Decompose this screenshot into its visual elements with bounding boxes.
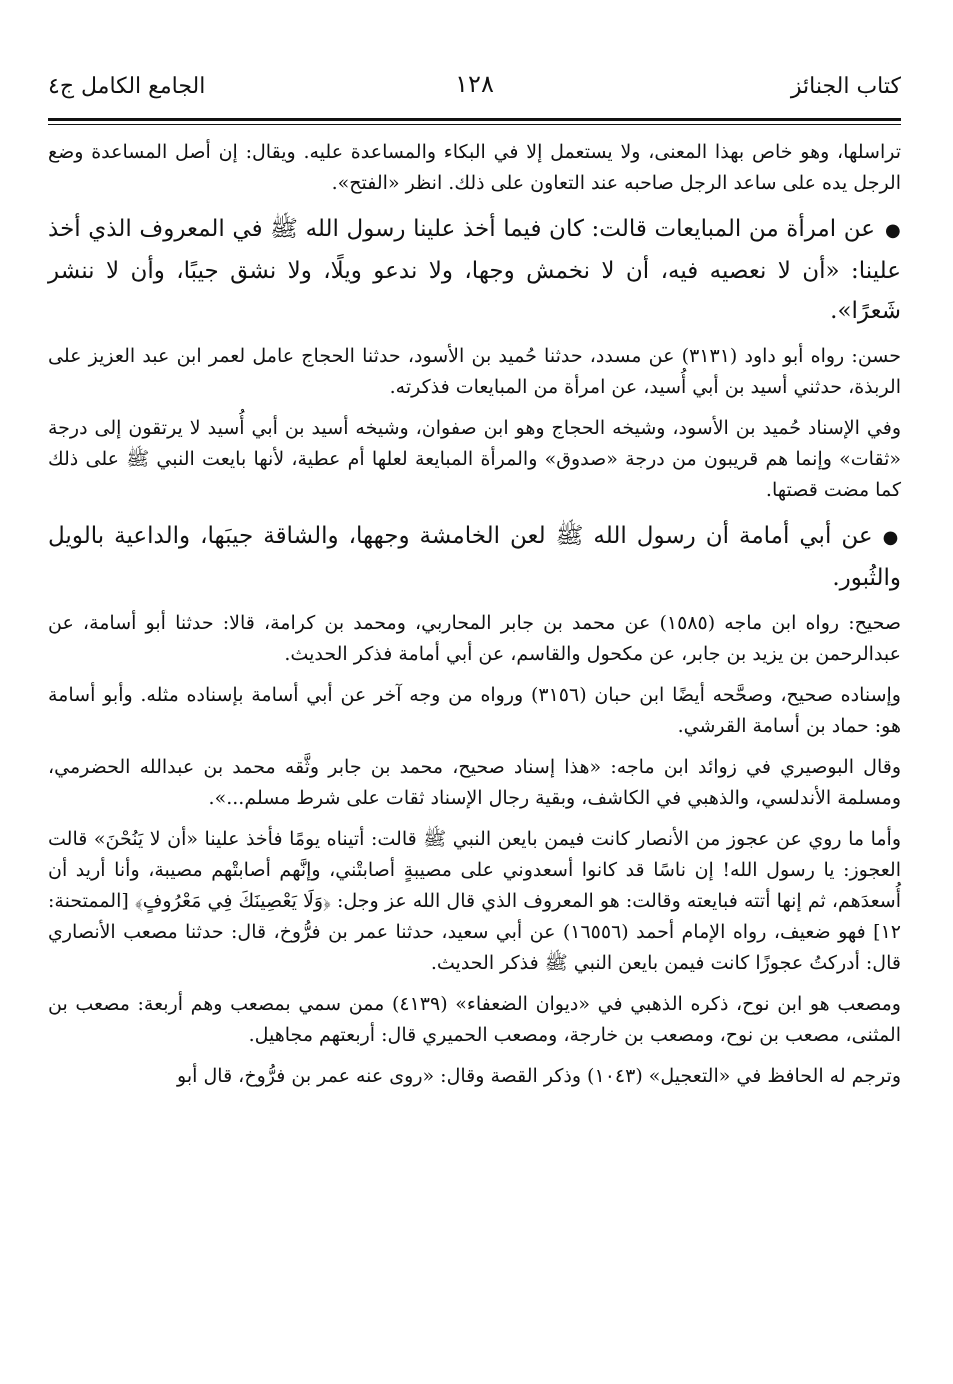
commentary-paragraph: وفي الإسناد حُميد بن الأسود، وشيخه الحجاج وهو ابن صفوان، وشيخه أسيد بن أبي أُسيد لا يرتقون إلى درجة «ثقات» وإنما هم قريبون من درجة «صدوق» والمرأة المبايعة لعلها أم عطية، لأنها بايعت النبي ﷺ على ذلك كما مضت قصتها. (48, 417, 901, 501)
header-rule-thin (48, 124, 901, 125)
bullet-icon: ● (884, 220, 901, 241)
commentary-paragraph: حسن: رواه أبو داود (٣١٣١) عن مسدد، حدثنا حُميد بن الأسود، حدثنا الحجاج عامل لعمر ابن عبد العزيز على الربذة، حدثني أسيد بن أبي أُسيد، عن امرأة من المبايعات فذكرته. (48, 345, 901, 398)
commentary-paragraph: ومصعب هو ابن نوح، ذكره الذهبي في «ديوان الضعفاء» (٤١٣٩) ممن سمي بمصعب وهم أربعة: مصعب بن المثنى، مصعب بن نوح، ومصعب بن خارجة، ومصعب الحميري قال: أربعتهم مجاهيل. (48, 993, 901, 1046)
book-title: الجامع الكامل ج٤ (48, 74, 206, 99)
commentary-paragraph: وأما ما روي عن عجوز من الأنصار كانت فيمن بايعن النبي ﷺ قالت: أتيناه يومًا فأخذ علينا «أن لا يَنُحْنَ» قالت العجوز: يا رسول الله! إن ناسًا قد كانوا أسعدوني على مصيبةٍ أصابتْني، وإنَّهم أصابتْهم مصيبة، وأنا أريد أن أُسعدَهم، ثم إنها أتته فبايعته وقالت: هو المعروف الذي قال الله عز وجل: ﴿وَلَا يَعْصِينَكَ فِي مَعْرُوفٍ﴾ [الممتحنة: ١٢] فهو ضعيف، رواه الإمام أحمد (١٦٥٥٦) عن أبي سعيد، حدثنا عمر بن فرُّوخ، قال: حدثنا مصعب الأنصاري قال: أدركتُ عجوزًا كانت فيمن بايعن النبي ﷺ فذكر الحديث. (48, 828, 902, 974)
page-number: ١٢٨ (455, 70, 494, 98)
header-rule-thick (48, 118, 901, 121)
commentary-paragraph: تراسلها، وهو خاص بهذا المعنى، ولا يستعمل إلا في البكاء والمساعدة عليه. ويقال: إن أصل المساعدة وضع الرجل يده على ساعد الرجل صاحبه عند التعاون على ذلك. انظر «الفتح». (48, 141, 901, 194)
page-body (48, 137, 901, 1092)
hadith-paragraph (48, 516, 901, 598)
hadith-paragraph (48, 209, 901, 331)
commentary-paragraph: صحيح: رواه ابن ماجه (١٥٨٥) عن محمد بن جابر المحاربي، ومحمد بن كرامة، قالا: حدثنا أبو أسامة، عن عبدالرحمن بن يزيد بن جابر، عن مكحول والقاسم، عن أبي أمامة فذكر الحديث. (48, 612, 901, 665)
commentary-paragraph: وقال البوصيري في زوائد ابن ماجه: «هذا إسناد صحيح، محمد بن جابر وثَّقه محمد بن عبدالله الحضرمي، ومسلمة الأندلسي، والذهبي في الكاشف، وبقية رجال الإسناد ثقات على شرط مسلم...». (48, 756, 901, 809)
commentary-paragraph: وإسناده صحيح، وصحَّحه أيضًا ابن حبان (٣١٥٦) ورواه من وجه آخر عن أبي أسامة بإسناده مثله. وأبو أسامة هو: حماد بن أسامة القرشي. (48, 684, 901, 737)
chapter-title: كتاب الجنائز (790, 74, 901, 99)
hadith-text: عن أبي أمامة أن رسول الله ﷺ لعن الخامشة وجهها، والشاقة جيبَها، والداعية بالويل والثُبور. (48, 523, 901, 591)
running-header (48, 70, 901, 110)
commentary-paragraph: وترجم له الحافظ في «التعجيل» (١٠٤٣) وذكر القصة وقال: «روى عنه عمر بن فرُّوخ، قال أبو (177, 1065, 901, 1087)
hadith-text: عن امرأة من المبايعات قالت: كان فيما أخذ علينا رسول الله ﷺ في المعروف الذي أخذ علينا: «أن لا نعصيه فيه، أن لا نخمش وجها، ولا ندعو ويلًا، ولا نشق جيبًا، وأن لا ننشر شَعرًا». (48, 216, 901, 324)
bullet-icon: ● (882, 527, 901, 548)
